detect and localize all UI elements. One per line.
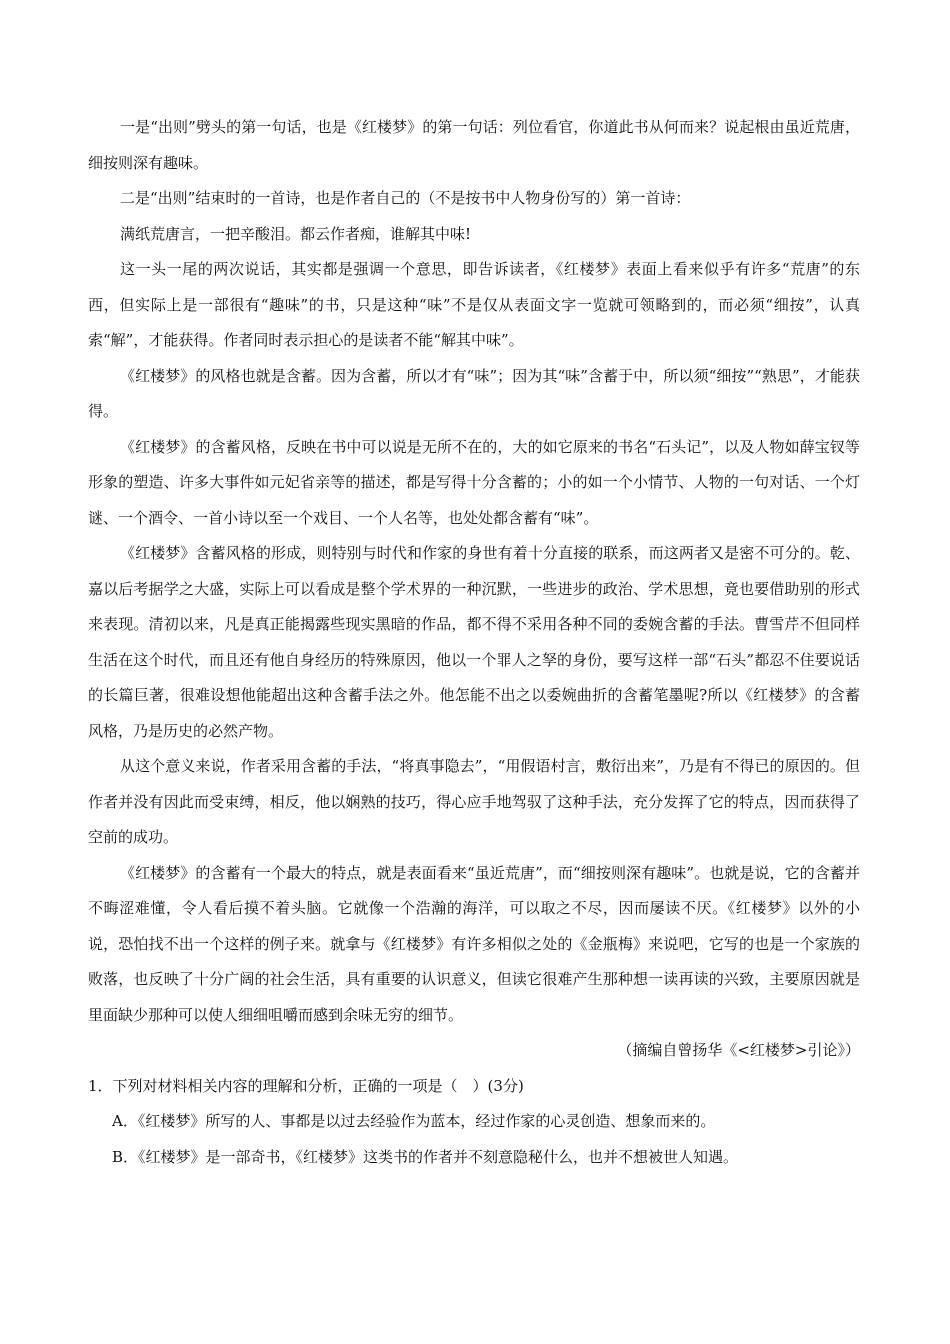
option-b: B．《红楼梦》是一部奇书，《红楼梦》这类书的作者并不刻意隐秘什么，也并不想被世人知遇。 [112, 1147, 739, 1166]
paragraph-7: 从这个意义来说，作者采用含蓄的手法，“将真事隐去”，“用假语村言，敷衍出来”，乃是有不得已的原因的。但作者并没有因此而受束缚，相反，他以娴熟的技巧，得心应手地驾驭了这种手法，充分发挥了它的特点，因而获得了空前的成功。 [88, 757, 860, 846]
paragraph-3: 这一头一尾的两次说话，其实都是强调一个意思，即告诉读者，《红楼梦》表面上看来似乎有许多“荒唐”的东西，但实际上是一部很有“趣味”的书，只是这种“味”不是仅从表面文字一览就可领略到的，而必须“细按”，认真索“解”，才能获得。作者同时表示担心的是读者不能“解其中味”。 [88, 260, 860, 349]
poem-line: 满纸荒唐言，一把辛酸泪。都云作者痴，谁解其中味! [120, 224, 472, 243]
paragraph-1: 一是“出则”劈头的第一句话，也是《红楼梦》的第一句话：列位看官，你道此书从何而来？说起根由虽近荒唐，细按则深有趣味。 [88, 118, 860, 172]
option-a: A．《红楼梦》所写的人、事都是以过去经验作为蓝本，经过作家的心灵创造、想象而来的。 [112, 1112, 716, 1130]
question-stem: 1．下列对材料相关内容的理解和分析，正确的一项是（ ）(3分) [88, 1076, 524, 1095]
paragraph-4: 《红楼梦》的风格也就是含蓄。因为含蓄，所以才有“味”；因为其“味”含蓄于中，所以须“细按”“熟思”，才能获得。 [88, 366, 860, 420]
paragraph-8: 《红楼梦》的含蓄有一个最大的特点，就是表面看来“虽近荒唐”，而“细按则深有趣味”。也就是说，它的含蓄并不晦涩难懂，令人看后摸不着头脑。它就像一个浩瀚的海洋，可以取之不尽，因而屡读不厌。《红楼梦》以外的小说，恐怕找不出一个这样的例子来。就拿与《红楼梦》有许多相似之处的《金瓶梅》来说吧，它写的也是一个家族的败落，也反映了十分广阔的社会生活，具有重要的认识意义，但读它很难产生那种想一读再读的兴致，主要原因就是里面缺少那种可以使人细细咀嚼而感到余味无穷的细节。 [88, 863, 860, 1024]
paragraph-2: 二是“出则”结束时的一首诗，也是作者自己的（不是按书中人物身份写的）第一首诗： [120, 189, 691, 207]
document-page [88, 110, 860, 1175]
paragraph-6: 《红楼梦》含蓄风格的形成，则特别与时代和作家的身世有着十分直接的联系，而这两者又是密不可分的。乾、嘉以后考据学之大盛，实际上可以看成是整个学术界的一种沉默，一些进步的政治、学术思想，竟也要借助别的形式来表现。清初以来，凡是真正能揭露些现实黑暗的作品，都不得不采用各种不同的委婉含蓄的手法。曹雪芹不但同样生活在这个时代，而且还有他自身经历的特殊原因，他以一个罪人之孥的身份，要写这样一部“石头”都忍不住要说话的长篇巨著，很难设想他能超出这种含蓄手法之外。他怎能不出之以委婉曲折的含蓄笔墨呢?所以《红楼梦》的含蓄风格，乃是历史的必然产物。 [88, 544, 860, 740]
paragraph-5: 《红楼梦》的含蓄风格，反映在书中可以说是无所不在的，大的如它原来的书名“石头记”，以及人物如薛宝钗等形象的塑造、许多大事件如元妃省亲等的描述，都是写得十分含蓄的；小的如一个小情节、人物的一句对话、一个灯谜、一个酒令、一首小诗以至一个戏目、一个人名等，也处处都含蓄有“味”。 [88, 437, 860, 527]
source-citation: （摘编自曾扬华《<红楼梦>引论》） [617, 1041, 860, 1059]
